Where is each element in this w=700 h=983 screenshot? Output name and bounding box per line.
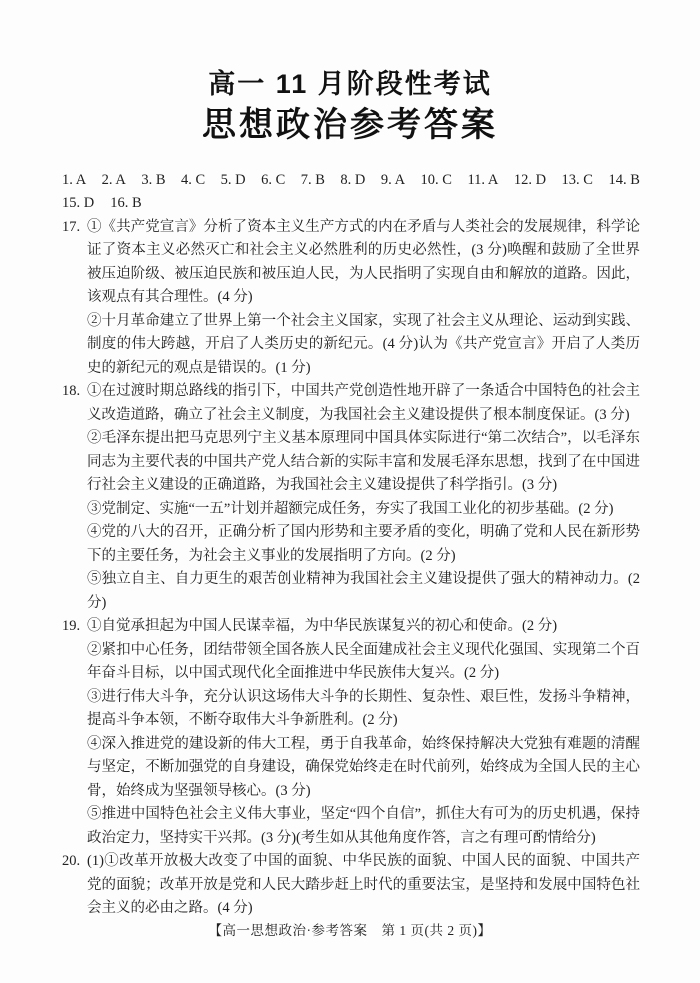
mc-answer: 14. B: [608, 171, 640, 188]
answer-point: ⑤推进中国特色社会主义伟大事业，坚定“四个自信”，抓住大有可为的历史机遇，保持政治定力，坚持实干兴邦。(3 分)(考生如从其他角度作答，言之有理可酌情给分): [87, 806, 640, 846]
free-response-answers: [62, 216, 640, 921]
mc-answer: 3. B: [141, 171, 166, 188]
question-answer-points: [87, 380, 640, 615]
answer-point: ③进行伟大斗争，充分认识这场伟大斗争的长期性、复杂性、艰巨性，发扬斗争精神，提高斗争本领，不断夺取伟大斗争新胜利。(2 分): [87, 688, 640, 729]
answer-point: ⑤独立自主、自力更生的艰苦创业精神为我国社会主义建设提供了强大的精神动力。(2 分): [87, 571, 640, 611]
answer-point: ④党的八大的召开，正确分析了国内形势和主要矛盾的变化，明确了党和人民在新形势下的主要任务，为社会主义事业的发展指明了方向。(2 分): [87, 524, 640, 564]
mc-answer: 16. B: [110, 195, 142, 212]
question-number: 19.: [62, 618, 81, 635]
answer-point: (1)①改革开放极大改变了中国的面貌、中华民族的面貌、中国人民的面貌、中国共产党的面貌；改革开放是党和人民大踏步赶上时代的重要法宝，是坚持和发展中国特色社会主义的必由之路。(4 分): [87, 853, 640, 917]
mc-answer: 12. D: [513, 171, 547, 188]
question-number: 20.: [62, 853, 81, 870]
question-number: 17.: [62, 218, 81, 235]
answer-point: ②毛泽东提出把马克思列宁主义基本原理同中国具体实际进行“第二次结合”，以毛泽东同志为主要代表的中国共产党人结合新的实际丰富和发展毛泽东思想，找到了在中国进行社会主义建设的正确道路，为我国社会主义建设提供了科学指引。(3 分): [87, 430, 640, 494]
answer-point: ①《共产党宣言》分析了资本主义生产方式的内在矛盾与人类社会的发展规律，科学论证了资本主义必然灭亡和社会主义必然胜利的历史必然性，(3 分)唤醒和鼓励了全世界被压迫阶级、被压迫民族和被压迫人民，为人民指明了实现自由和解放的道路。因此，该观点有其合理性。(4 分): [87, 218, 640, 306]
mc-answer: 11. A: [467, 171, 499, 188]
question-number: 18.: [62, 383, 81, 400]
question-answer-points: [87, 216, 640, 381]
mc-answer: 9. A: [380, 171, 406, 188]
mc-answer: 13. C: [561, 171, 593, 188]
answer-point: ③党制定、实施“一五”计划并超额完成任务，夯实了我国工业化的初步基础。(2 分): [87, 500, 614, 517]
question-answer-points: [87, 615, 640, 850]
answers-body: [62, 169, 640, 921]
page-footer: 【高一思想政治·参考答案 第 1 页(共 2 页)】: [208, 923, 492, 938]
question-19: [62, 615, 640, 850]
subject-title: 思想政治参考答案: [202, 105, 498, 144]
mc-answers-row-1: [62, 169, 640, 193]
question-answer-points: [87, 850, 640, 921]
mc-answer: 7. B: [300, 171, 325, 188]
question-20: [62, 850, 640, 921]
answer-point: ②紧扣中心任务，团结带领全国各族人民全面建成社会主义现代化强国、实现第二个百年奋斗目标，以中国式现代化全面推进中华民族伟大复兴。(2 分): [87, 641, 640, 682]
question-18: [62, 380, 640, 615]
document-header: [0, 0, 700, 146]
mc-answer: 1. A: [62, 171, 87, 188]
question-17: [62, 216, 640, 381]
mc-answer: 10. C: [420, 171, 452, 188]
exam-title: 高一 11 月阶段性考试: [208, 69, 492, 99]
answer-point: ①在过渡时期总路线的指引下，中国共产党创造性地开辟了一条适合中国特色的社会主义改造道路，确立了社会主义制度，为我国社会主义建设提供了根本制度保证。(3 分): [87, 383, 640, 423]
mc-answer: 15. D: [62, 195, 95, 212]
mc-answer: 4. C: [180, 171, 206, 188]
answer-point: ②十月革命建立了世界上第一个社会主义国家，实现了社会主义从理论、运动到实践、制度的伟大跨越，开启了人类历史的新纪元。(4 分)认为《共产党宣言》开启了人类历史的新纪元的观点是错误的。(1 分): [87, 312, 640, 376]
mc-answer: 6. C: [261, 171, 286, 188]
answer-point: ①自觉承担起为中国人民谋幸福，为中华民族谋复兴的初心和使命。(2 分): [87, 618, 558, 635]
mc-answers-row-2: [62, 192, 640, 216]
answer-point: ④深入推进党的建设新的伟大工程，勇于自我革命，始终保持解决大党独有难题的清醒与坚定，不断加强党的自身建设，确保党始终走在时代前列，始终成为全国人民的主心骨，始终成为坚强领导核心。(3 分): [87, 735, 640, 799]
mc-answer: 8. D: [340, 171, 366, 188]
mc-answer: 2. A: [101, 171, 126, 188]
mc-answer: 5. D: [220, 171, 246, 188]
